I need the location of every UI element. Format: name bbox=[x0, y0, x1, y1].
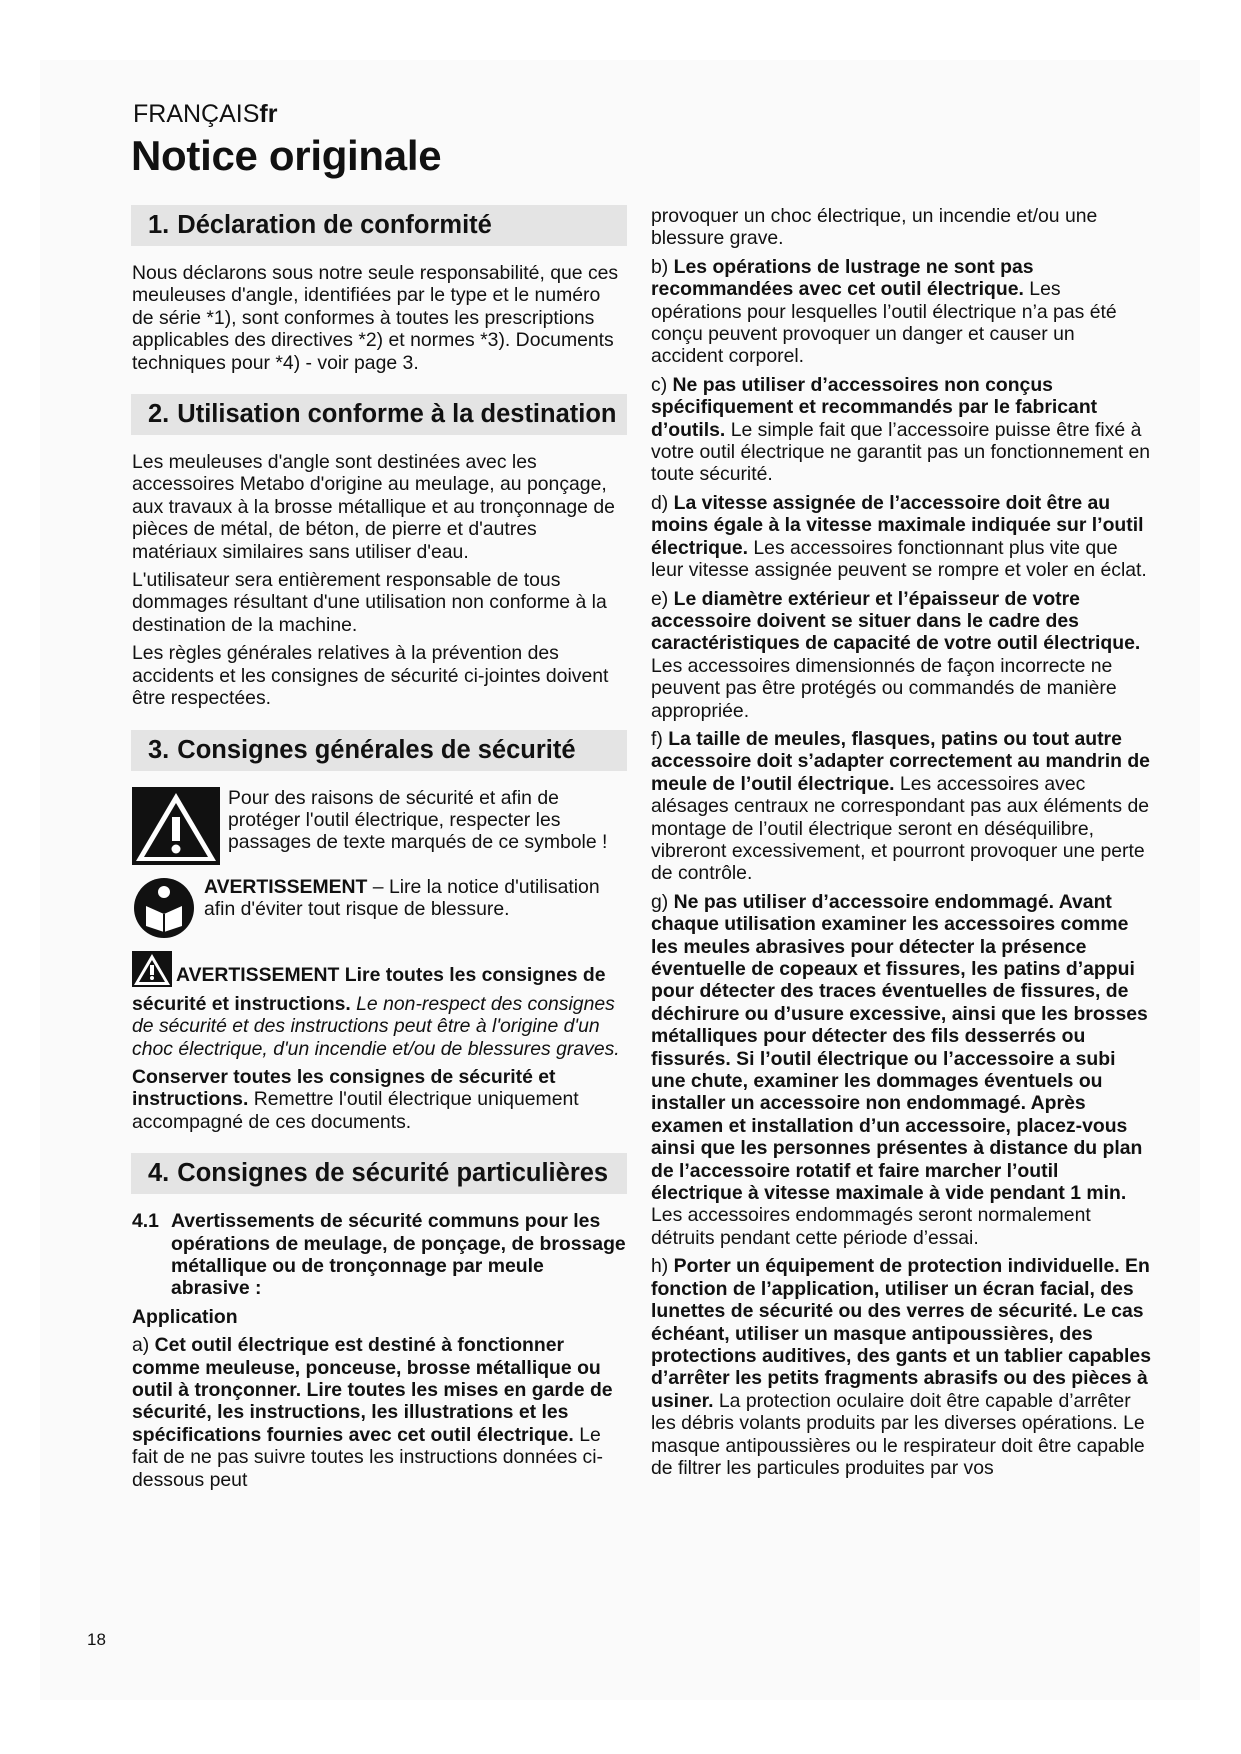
item-c: c) Ne pas utiliser d’accessoires non conçus spécifiquement et recommandés par le fabricant d’outils. Le simple fait que l’accessoire puisse être fixé à votre outil électrique ne garantit pas un fonctionnement en toute sécurité. bbox=[651, 373, 1151, 486]
manual-text: AVERTISSEMENT – Lire la notice d'utilisation afin d'éviter tout risque de blessure. bbox=[204, 875, 600, 921]
left-column bbox=[132, 205, 627, 1497]
warning-triangle-icon bbox=[132, 787, 220, 870]
section-2-heading: 2. Utilisation conforme à la destination bbox=[131, 394, 627, 435]
s2-paragraph-2: L'utilisateur sera entièrement responsable de tous dommages résultant d'une utilisation non conforme à la destination de la machine. bbox=[132, 569, 607, 636]
manual-row bbox=[132, 876, 627, 945]
s2-paragraph-3: Les règles générales relatives à la prévention des accidents et les consignes de sécurité ci-jointes doivent être respectées. bbox=[132, 642, 609, 710]
item-d: d) La vitesse assignée de l’accessoire doit être au moins égale à la vitesse maximale indiquée sur l’outil électrique. Les accessoires fonctionnant plus vite que leur vitesse assignée peuvent se rompre et voler en éclat. bbox=[651, 491, 1147, 582]
language-label: FRANÇAISfr bbox=[133, 100, 278, 128]
item-f: f) La taille de meules, flasques, patins ou tout autre accessoire doit s’adapter correctement au mandrin de meule de l’outil électrique. Les accessoires avec alésages centraux ne correspondant pas aux éléments de montage de l’outil électrique seront en déséquilibre, vibreront excessivement, et pourront provoquer une perte de contrôle. bbox=[651, 727, 1150, 885]
small-warning-icon bbox=[132, 951, 172, 992]
item-e: e) Le diamètre extérieur et l’épaisseur de votre accessoire doivent se situer dans le cadre des caractéristiques de capacité de votre outil électrique. Les accessoires dimensionnés de façon incorrecte ne peuvent pas être protégés ou commandés de manière appropriée. bbox=[651, 587, 1141, 722]
item-g: g) Ne pas utiliser d’accessoire endommagé. Avant chaque utilisation examiner les accessoires comme les meules abrasives pour détecter la présence éventuelle de copeaux et fissures, les patins d’appui pour détecter des traces éventuelles de fissures, de déchirure ou d’usure excessive, ainsi que les brosses métalliques pour détecter des fils desserrés ou fissurés. Si l’outil électrique ou l’accessoire a subi une chute, examiner les dommages éventuels ou installer un accessoire non endommagé. Après examen et installation d’un accessoire, placez-vous ainsi que les personnes présentes à distance du plan de l’accessoire rotatif et faire marcher l’outil électrique à vitesse maximale à vide pendant 1 min. Les accessoires endommagés seront normalement détruits pendant cette période d’essai. bbox=[651, 890, 1148, 1249]
s1-paragraph: Nous déclarons sous notre seule responsabilité, que ces meuleuses d'angle, identifiées par le type et le numéro de série *1), sont conformes à toutes les prescriptions applicables des directives *2) et normes *3). Documents techniques pour *4) - voir page 3. bbox=[132, 262, 619, 374]
warning-read-all: AVERTISSEMENT Lire toutes les consignes de sécurité et instructions. Le non-respect des consignes de sécurité et des instructions peut être à l'origine d'un choc électrique, d'un incendie et/ou de blessures graves. bbox=[132, 951, 627, 1060]
warning-symbol-text: Pour des raisons de sécurité et afin de protéger l'outil électrique, respecter les passages de texte marqués de ce symbole ! bbox=[228, 786, 608, 854]
s2-paragraph-1: Les meuleuses d'angle sont destinées avec les accessoires Metabo d'origine au meulage, au ponçage, aux travaux à la brosse métallique et au tronçonnage de pièces de métal, de béton, de pierre et d'autres matériaux similaires sans utiliser d'eau. bbox=[132, 451, 615, 563]
page-title: Notice originale bbox=[131, 132, 442, 179]
subsection-4-1-heading: 4.1 Avertissements de sécurité communs pour les opérations de meulage, de ponçage, de brossage métallique ou de tronçonnage par meule abrasive : bbox=[132, 1210, 626, 1300]
warning-symbol-row bbox=[132, 787, 627, 870]
page-number: 18 bbox=[87, 1630, 106, 1649]
section-4-heading: 4. Consignes de sécurité particulières bbox=[131, 1153, 627, 1194]
item-a: a) Cet outil électrique est destiné à fonctionner comme meuleuse, ponceuse, brosse métallique ou outil à tronçonner. Lire toutes les mises en garde de sécurité, les instructions, les illustrations et les spécifications fournies avec cet outil électrique. Le fait de ne pas suivre toutes les instructions données ci-dessous peut bbox=[132, 1334, 613, 1491]
continuation-text: provoquer un choc électrique, un incendie et/ou une blessure grave. bbox=[651, 205, 1098, 250]
section-3-heading: 3. Consignes générales de sécurité bbox=[131, 730, 627, 771]
section-1-heading: 1. Déclaration de conformité bbox=[131, 205, 627, 246]
read-manual-icon bbox=[132, 876, 196, 945]
keep-instructions: Conserver toutes les consignes de sécurité et instructions. Remettre l'outil électrique uniquement accompagné de ces documents. bbox=[132, 1065, 579, 1133]
application-heading: Application bbox=[132, 1305, 238, 1328]
right-column bbox=[651, 205, 1151, 1485]
item-h: h) Porter un équipement de protection individuelle. En fonction de l’application, utiliser un écran facial, des lunettes de sécurité ou des verres de sécurité. Le cas échéant, utiliser un masque antipoussières, des protections auditives, des gants et un tablier capables d’arrêter les petits fragments abrasifs ou des pièces à usiner. La protection oculaire doit être capable d’arrêter les débris volants produits par les diverses opérations. Le masque antipoussières ou le respirateur doit être capable de filtrer les particules produites par vos bbox=[651, 1255, 1151, 1479]
item-b: b) Les opérations de lustrage ne sont pas recommandées avec cet outil électrique. Les opérations pour lesquelles l’outil électrique n’a pas été conçu peuvent provoquer un danger et causer un accident corporel. bbox=[651, 255, 1117, 368]
